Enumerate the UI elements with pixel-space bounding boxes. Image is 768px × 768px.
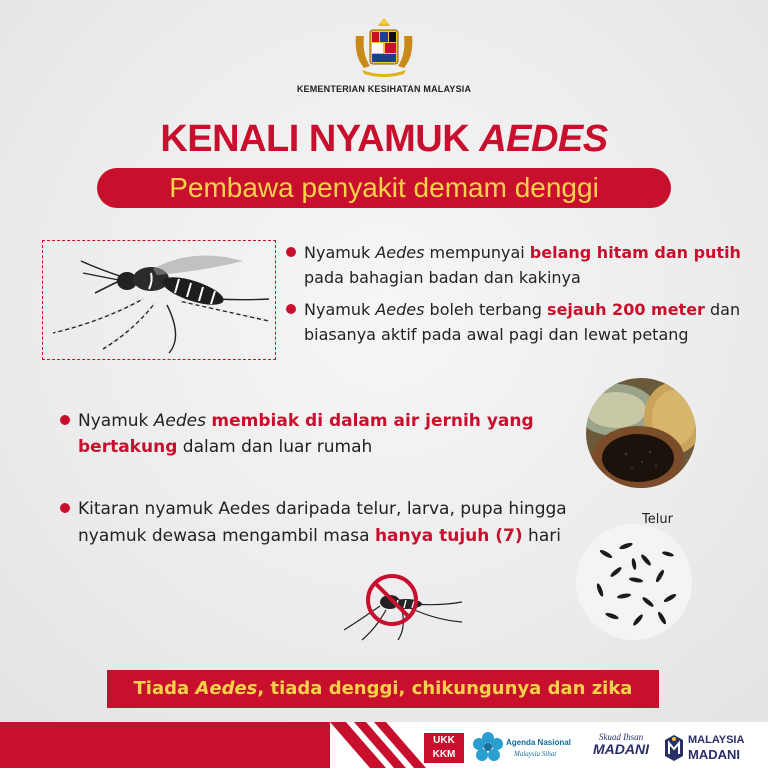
bullet-dot: [286, 304, 296, 314]
ukk-kkm-logo: UKK KKM: [424, 733, 464, 763]
ministry-name: KEMENTERIAN KESIHATAN MALAYSIA: [296, 84, 472, 94]
no-mosquito-icon: [340, 570, 464, 642]
hibiscus-icon: [472, 730, 504, 764]
subtitle-banner: Pembawa penyakit demam denggi: [97, 168, 671, 208]
agenda-nasional-logo: Agenda Nasional Malaysia Sihat: [472, 730, 582, 766]
fact-lifecycle: Kitaran nyamuk Aedes daripada telur, larva, pupa hingga nyamuk dewasa mengambil masa hanya tujuh (7) hari: [78, 496, 568, 550]
skuad-ihsan-madani-logo: Skuad Ihsan MADANI: [593, 732, 649, 757]
page-title: KENALI NYAMUK AEDES: [160, 118, 608, 160]
fact-breeding: Nyamuk Aedes membiak di dalam air jernih yang bertakung dalam dan luar rumah: [78, 408, 568, 460]
aedes-mosquito-illustration: [43, 241, 275, 359]
malaysia-crest-logo: [348, 16, 420, 78]
bullet-dot: [286, 247, 296, 257]
mosquito-illustration-frame: [42, 240, 276, 360]
eggs-label: Telur: [642, 512, 673, 527]
malaysia-madani-logo: MALAYSIA MADANI: [664, 732, 760, 764]
bullet-dot: [60, 503, 70, 513]
bullet-dot: [60, 415, 70, 425]
slogan-banner: Tiada Aedes, tiada denggi, chikungunya dan zika: [107, 670, 659, 708]
fact-stripes: Nyamuk Aedes mempunyai belang hitam dan putih pada bahagian badan dan kakinya: [304, 240, 744, 290]
mosquito-eggs-photo: [576, 524, 692, 640]
stagnant-water-photo: [586, 378, 696, 488]
madani-emblem-icon: [664, 734, 684, 762]
fact-flight-range: Nyamuk Aedes boleh terbang sejauh 200 meter dan biasanya aktif pada awal pagi dan lewat petang: [304, 297, 744, 347]
